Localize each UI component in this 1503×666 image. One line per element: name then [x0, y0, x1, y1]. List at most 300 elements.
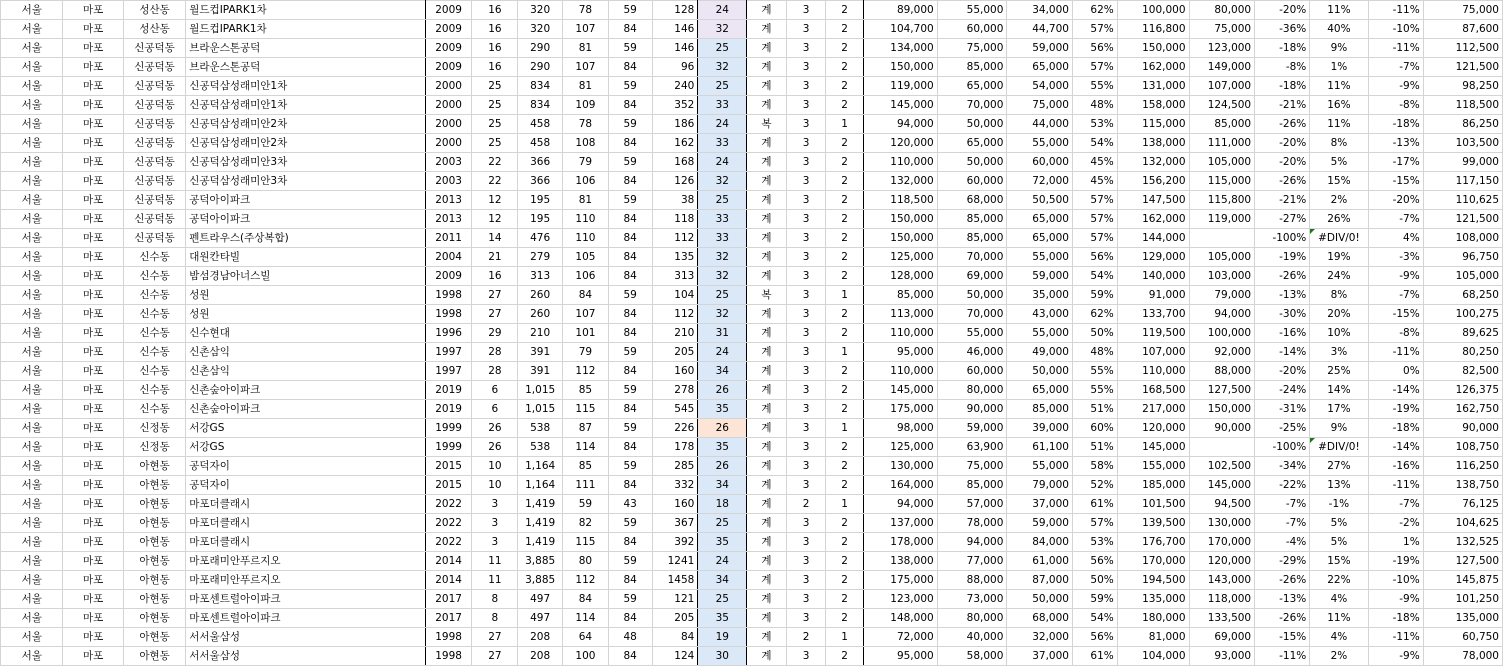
table-cell[interactable]: 아현동	[123, 533, 185, 552]
table-cell[interactable]: 2014	[425, 552, 472, 571]
table-cell[interactable]: 26	[698, 457, 747, 476]
table-cell[interactable]: 366	[518, 172, 563, 191]
table-cell[interactable]: 서울	[1, 115, 63, 134]
table-cell[interactable]: 50,000	[937, 286, 1007, 305]
table-cell[interactable]: 32	[698, 267, 747, 286]
table-cell[interactable]: 50%	[1072, 571, 1117, 590]
table-cell[interactable]: 25	[698, 39, 747, 58]
table-cell[interactable]: 2	[826, 514, 863, 533]
table-cell[interactable]: 497	[518, 609, 563, 628]
table-cell[interactable]: 56%	[1072, 628, 1117, 647]
table-cell[interactable]: 2%	[1310, 191, 1368, 210]
table-cell[interactable]: 98,000	[863, 419, 937, 438]
table-cell[interactable]: 84	[608, 20, 652, 39]
table-cell[interactable]: 2009	[425, 39, 472, 58]
table-cell[interactable]: 11%	[1310, 609, 1368, 628]
table-cell[interactable]: 46,000	[937, 343, 1007, 362]
table-cell[interactable]: 신공덕동	[123, 134, 185, 153]
table-cell[interactable]: -15%	[1255, 628, 1310, 647]
table-cell[interactable]: -15%	[1368, 172, 1423, 191]
table-cell[interactable]: 2	[826, 381, 863, 400]
table-cell[interactable]: 80	[563, 552, 609, 571]
table-cell[interactable]: 195	[518, 191, 563, 210]
table-cell[interactable]: 서강GS	[186, 438, 425, 457]
table-cell[interactable]: 서울	[1, 419, 63, 438]
table-cell[interactable]: 61%	[1072, 647, 1117, 666]
table-cell[interactable]: 14%	[1310, 381, 1368, 400]
table-cell[interactable]: 112	[563, 571, 609, 590]
table-cell[interactable]: -1%	[1310, 495, 1368, 514]
table-cell[interactable]: 48%	[1072, 343, 1117, 362]
table-cell[interactable]: 146	[652, 20, 698, 39]
table-cell[interactable]: -7%	[1368, 58, 1423, 77]
table-cell[interactable]: 137,000	[863, 514, 937, 533]
table-cell[interactable]: -10%	[1368, 571, 1423, 590]
table-cell[interactable]: 124	[652, 647, 698, 666]
table-cell[interactable]: 35,000	[1007, 286, 1073, 305]
table-cell[interactable]: 538	[518, 419, 563, 438]
table-cell[interactable]: 26	[698, 381, 747, 400]
table-cell[interactable]: 아현동	[123, 571, 185, 590]
table-cell[interactable]: 계	[747, 1, 787, 20]
table-cell[interactable]: 서울	[1, 267, 63, 286]
table-cell[interactable]: 84	[608, 134, 652, 153]
table-cell[interactable]: 12	[472, 191, 518, 210]
table-cell[interactable]: 27	[472, 286, 518, 305]
table-cell[interactable]: 25	[698, 191, 747, 210]
table-cell[interactable]: 계	[747, 324, 787, 343]
table-cell[interactable]: 마포	[63, 609, 123, 628]
table-cell[interactable]: 계	[747, 210, 787, 229]
table-cell[interactable]: 1998	[425, 286, 472, 305]
table-cell[interactable]: 60,000	[937, 362, 1007, 381]
table-cell[interactable]: 33	[698, 210, 747, 229]
table-cell[interactable]: 3	[786, 476, 826, 495]
table-cell[interactable]: 54%	[1072, 609, 1117, 628]
table-cell[interactable]: 계	[747, 590, 787, 609]
table-cell[interactable]: -26%	[1255, 267, 1310, 286]
table-cell[interactable]: 112	[652, 229, 698, 248]
table-cell[interactable]: 복	[747, 115, 787, 134]
table-cell[interactable]: 85,000	[937, 229, 1007, 248]
table-cell[interactable]: 90,000	[1423, 419, 1502, 438]
table-cell[interactable]: 25	[698, 590, 747, 609]
table-cell[interactable]: 계	[747, 514, 787, 533]
table-cell[interactable]: 85,000	[1007, 400, 1073, 419]
table-cell[interactable]: 290	[518, 39, 563, 58]
table-cell[interactable]: 80,000	[937, 381, 1007, 400]
table-cell[interactable]: 마포	[63, 39, 123, 58]
table-cell[interactable]: 164,000	[863, 476, 937, 495]
table-cell[interactable]: 서울	[1, 343, 63, 362]
table-cell[interactable]: 마포	[63, 362, 123, 381]
table-cell[interactable]: 119,000	[863, 77, 937, 96]
table-cell[interactable]: 계	[747, 191, 787, 210]
table-cell[interactable]: 392	[652, 533, 698, 552]
table-cell[interactable]: 마포	[63, 419, 123, 438]
table-cell[interactable]: 2003	[425, 153, 472, 172]
table-cell[interactable]: -9%	[1368, 647, 1423, 666]
table-cell[interactable]: 아현동	[123, 476, 185, 495]
table-cell[interactable]	[1189, 438, 1255, 457]
table-cell[interactable]: 205	[652, 343, 698, 362]
table-cell[interactable]: 마포	[63, 229, 123, 248]
table-cell[interactable]: 37,000	[1007, 495, 1073, 514]
table-cell[interactable]: 2	[826, 533, 863, 552]
table-cell[interactable]: 59	[608, 457, 652, 476]
table-cell[interactable]: 2000	[425, 134, 472, 153]
table-cell[interactable]: 마포더클래시	[186, 514, 425, 533]
table-cell[interactable]: 16	[472, 267, 518, 286]
table-cell[interactable]: -2%	[1368, 514, 1423, 533]
table-cell[interactable]: 3	[786, 58, 826, 77]
table-cell[interactable]: 101	[563, 324, 609, 343]
table-cell[interactable]: 16%	[1310, 96, 1368, 115]
table-cell[interactable]: 신수동	[123, 324, 185, 343]
table-cell[interactable]: 1	[826, 495, 863, 514]
table-cell[interactable]: 계	[747, 419, 787, 438]
table-cell[interactable]: 2	[826, 305, 863, 324]
table-cell[interactable]: 2	[826, 20, 863, 39]
table-cell[interactable]: 16	[472, 39, 518, 58]
table-cell[interactable]: 1241	[652, 552, 698, 571]
table-cell[interactable]: 신촌삼익	[186, 362, 425, 381]
table-cell[interactable]: 170,000	[1117, 552, 1189, 571]
table-cell[interactable]: 54,000	[1007, 77, 1073, 96]
table-cell[interactable]: 240	[652, 77, 698, 96]
table-cell[interactable]: 마포	[63, 20, 123, 39]
table-cell[interactable]: 10%	[1310, 324, 1368, 343]
table-cell[interactable]: 40,000	[937, 628, 1007, 647]
table-cell[interactable]: 계	[747, 20, 787, 39]
table-cell[interactable]: 마포	[63, 134, 123, 153]
table-cell[interactable]: 2019	[425, 381, 472, 400]
table-cell[interactable]: 25	[698, 514, 747, 533]
table-cell[interactable]: #DIV/0!	[1310, 229, 1368, 248]
table-cell[interactable]: 3	[786, 552, 826, 571]
table-cell[interactable]: 마포	[63, 533, 123, 552]
table-cell[interactable]: 서울	[1, 77, 63, 96]
table-cell[interactable]: 계	[747, 267, 787, 286]
table-cell[interactable]: 94,000	[863, 115, 937, 134]
table-cell[interactable]: 공덕아이파크	[186, 210, 425, 229]
table-cell[interactable]: 1	[826, 115, 863, 134]
table-cell[interactable]: 128	[652, 1, 698, 20]
table-cell[interactable]: 57%	[1072, 191, 1117, 210]
table-cell[interactable]: 118	[652, 210, 698, 229]
table-cell[interactable]: 26	[698, 419, 747, 438]
table-cell[interactable]: 2004	[425, 248, 472, 267]
table-cell[interactable]: 120,000	[863, 134, 937, 153]
table-cell[interactable]: 마포	[63, 58, 123, 77]
table-cell[interactable]: 9%	[1310, 39, 1368, 58]
table-cell[interactable]: 11	[472, 552, 518, 571]
table-cell[interactable]: -14%	[1368, 381, 1423, 400]
table-cell[interactable]: 60,000	[937, 172, 1007, 191]
table-cell[interactable]: 2	[826, 39, 863, 58]
table-cell[interactable]: -16%	[1368, 457, 1423, 476]
table-cell[interactable]: -30%	[1255, 305, 1310, 324]
table-cell[interactable]: 57%	[1072, 229, 1117, 248]
table-cell[interactable]: -25%	[1255, 419, 1310, 438]
table-cell[interactable]: 신수동	[123, 305, 185, 324]
table-cell[interactable]: 33	[698, 229, 747, 248]
table-cell[interactable]: 56%	[1072, 39, 1117, 58]
table-cell[interactable]: 57%	[1072, 58, 1117, 77]
table-cell[interactable]: 서울	[1, 514, 63, 533]
table-cell[interactable]: 2009	[425, 267, 472, 286]
table-cell[interactable]: 143,000	[1189, 571, 1255, 590]
table-cell[interactable]: 마포	[63, 495, 123, 514]
table-cell[interactable]: 28	[472, 362, 518, 381]
table-cell[interactable]: 서울	[1, 476, 63, 495]
table-cell[interactable]: 90,000	[1189, 419, 1255, 438]
table-cell[interactable]: -20%	[1255, 153, 1310, 172]
table-cell[interactable]: 2022	[425, 533, 472, 552]
table-cell[interactable]: 마포센트럴아이파크	[186, 609, 425, 628]
table-cell[interactable]: 16	[472, 1, 518, 20]
table-cell[interactable]: 82,500	[1423, 362, 1502, 381]
table-cell[interactable]: -11%	[1368, 1, 1423, 20]
table-cell[interactable]: 2015	[425, 457, 472, 476]
table-cell[interactable]: 119,500	[1117, 324, 1189, 343]
table-cell[interactable]: 140,000	[1117, 267, 1189, 286]
table-cell[interactable]: 103,000	[1189, 267, 1255, 286]
table-cell[interactable]: 8%	[1310, 134, 1368, 153]
table-cell[interactable]: 175,000	[863, 571, 937, 590]
table-cell[interactable]: 104,625	[1423, 514, 1502, 533]
table-cell[interactable]: 밤섬경남아너스빌	[186, 267, 425, 286]
table-cell[interactable]: 2	[786, 628, 826, 647]
table-cell[interactable]: 84	[608, 96, 652, 115]
table-cell[interactable]: 마포더클래시	[186, 495, 425, 514]
table-cell[interactable]: 63,900	[937, 438, 1007, 457]
table-cell[interactable]: 208	[518, 628, 563, 647]
table-cell[interactable]: 61,000	[1007, 552, 1073, 571]
table-cell[interactable]: 127,500	[1423, 552, 1502, 571]
table-cell[interactable]: 10	[472, 476, 518, 495]
table-cell[interactable]: 89,625	[1423, 324, 1502, 343]
table-cell[interactable]: 마포	[63, 191, 123, 210]
table-cell[interactable]: 260	[518, 286, 563, 305]
table-cell[interactable]: 145,875	[1423, 571, 1502, 590]
table-cell[interactable]: 130,000	[1189, 514, 1255, 533]
table-cell[interactable]: 79,000	[1007, 476, 1073, 495]
table-cell[interactable]: 145,000	[863, 96, 937, 115]
table-cell[interactable]: 34	[698, 362, 747, 381]
table-cell[interactable]: 72,000	[863, 628, 937, 647]
table-cell[interactable]: 신공덕동	[123, 191, 185, 210]
table-cell[interactable]: 78,000	[1423, 647, 1502, 666]
table-cell[interactable]: 94,000	[863, 495, 937, 514]
table-cell[interactable]: 156,200	[1117, 172, 1189, 191]
table-cell[interactable]: 마포	[63, 647, 123, 666]
table-cell[interactable]: 2019	[425, 400, 472, 419]
table-cell[interactable]: 65,000	[1007, 229, 1073, 248]
table-cell[interactable]: 2	[826, 77, 863, 96]
table-cell[interactable]: -100%	[1255, 229, 1310, 248]
table-cell[interactable]: 91,000	[1117, 286, 1189, 305]
table-cell[interactable]: 320	[518, 20, 563, 39]
table-cell[interactable]: 1997	[425, 362, 472, 381]
table-cell[interactable]: 210	[652, 324, 698, 343]
table-cell[interactable]: 5%	[1310, 153, 1368, 172]
table-cell[interactable]: 아현동	[123, 590, 185, 609]
table-cell[interactable]: 125,000	[863, 438, 937, 457]
table-cell[interactable]: -11%	[1368, 39, 1423, 58]
table-cell[interactable]: 391	[518, 362, 563, 381]
table-cell[interactable]: -7%	[1368, 495, 1423, 514]
table-cell[interactable]: 계	[747, 495, 787, 514]
table-cell[interactable]: 2	[826, 248, 863, 267]
table-cell[interactable]: 2	[826, 96, 863, 115]
table-cell[interactable]: 3	[786, 514, 826, 533]
table-cell[interactable]: 104,000	[1117, 647, 1189, 666]
table-cell[interactable]: 계	[747, 229, 787, 248]
table-cell[interactable]: 1998	[425, 305, 472, 324]
table-cell[interactable]: 176,700	[1117, 533, 1189, 552]
table-cell[interactable]: 2003	[425, 172, 472, 191]
table-cell[interactable]: 26	[472, 438, 518, 457]
table-cell[interactable]: -22%	[1255, 476, 1310, 495]
table-cell[interactable]: 138,750	[1423, 476, 1502, 495]
table-cell[interactable]: 계	[747, 400, 787, 419]
table-cell[interactable]: 11%	[1310, 115, 1368, 134]
table-cell[interactable]: 1,015	[518, 381, 563, 400]
table-cell[interactable]: 2009	[425, 20, 472, 39]
table-cell[interactable]: 48%	[1072, 96, 1117, 115]
table-cell[interactable]: 144,000	[1117, 229, 1189, 248]
table-cell[interactable]: 2009	[425, 58, 472, 77]
table-cell[interactable]: 112,500	[1423, 39, 1502, 58]
table-cell[interactable]: 1999	[425, 419, 472, 438]
table-cell[interactable]: 70,000	[937, 248, 1007, 267]
table-cell[interactable]: 96,750	[1423, 248, 1502, 267]
table-cell[interactable]: 112	[563, 362, 609, 381]
table-cell[interactable]: 110,000	[863, 324, 937, 343]
table-cell[interactable]: 32	[698, 305, 747, 324]
table-cell[interactable]: 110,000	[1117, 362, 1189, 381]
table-cell[interactable]: 2014	[425, 571, 472, 590]
table-cell[interactable]: 22	[472, 153, 518, 172]
table-cell[interactable]: 65,000	[1007, 381, 1073, 400]
table-cell[interactable]: 계	[747, 362, 787, 381]
table-cell[interactable]: 61%	[1072, 495, 1117, 514]
table-cell[interactable]: 1,419	[518, 514, 563, 533]
table-cell[interactable]: 59,000	[1007, 39, 1073, 58]
table-cell[interactable]: 53%	[1072, 115, 1117, 134]
table-cell[interactable]: 계	[747, 39, 787, 58]
table-cell[interactable]: 80,000	[1189, 1, 1255, 20]
table-cell[interactable]: 114	[563, 438, 609, 457]
table-cell[interactable]: 98,250	[1423, 77, 1502, 96]
table-cell[interactable]: 102,500	[1189, 457, 1255, 476]
table-cell[interactable]: 75,000	[1007, 96, 1073, 115]
table-cell[interactable]: 마포	[63, 115, 123, 134]
table-cell[interactable]: 2000	[425, 115, 472, 134]
table-cell[interactable]: 57%	[1072, 20, 1117, 39]
table-cell[interactable]: 132,000	[863, 172, 937, 191]
table-cell[interactable]: 계	[747, 438, 787, 457]
table-cell[interactable]: 126,375	[1423, 381, 1502, 400]
table-cell[interactable]: 서울	[1, 438, 63, 457]
table-cell[interactable]: -24%	[1255, 381, 1310, 400]
table-cell[interactable]: 44,700	[1007, 20, 1073, 39]
table-cell[interactable]: 21	[472, 248, 518, 267]
table-cell[interactable]: 123,000	[1189, 39, 1255, 58]
table-cell[interactable]: 계	[747, 381, 787, 400]
table-cell[interactable]: 85,000	[937, 58, 1007, 77]
table-cell[interactable]: 서울	[1, 495, 63, 514]
table-cell[interactable]: 145,000	[863, 381, 937, 400]
table-cell[interactable]: 3	[786, 96, 826, 115]
table-cell[interactable]: 3	[786, 609, 826, 628]
table-cell[interactable]: 25	[472, 77, 518, 96]
table-cell[interactable]: 2	[826, 457, 863, 476]
table-cell[interactable]: 2	[826, 153, 863, 172]
table-cell[interactable]: 13%	[1310, 476, 1368, 495]
table-cell[interactable]: 신공덕삼성래미안2차	[186, 115, 425, 134]
table-cell[interactable]: 2	[826, 400, 863, 419]
table-cell[interactable]: 마포	[63, 153, 123, 172]
table-cell[interactable]: 115,800	[1189, 191, 1255, 210]
table-cell[interactable]: 신공덕동	[123, 229, 185, 248]
table-cell[interactable]: 100	[563, 647, 609, 666]
table-cell[interactable]: 104	[652, 286, 698, 305]
table-cell[interactable]: 마포	[63, 248, 123, 267]
table-cell[interactable]: 3	[786, 134, 826, 153]
table-cell[interactable]: 106	[563, 172, 609, 191]
table-cell[interactable]: 107	[563, 58, 609, 77]
table-cell[interactable]: 208	[518, 647, 563, 666]
table-cell[interactable]: 160	[652, 362, 698, 381]
table-cell[interactable]: 834	[518, 77, 563, 96]
table-cell[interactable]: 160	[652, 495, 698, 514]
table-cell[interactable]: 117,150	[1423, 172, 1502, 191]
table-cell[interactable]: 마포	[63, 77, 123, 96]
table-cell[interactable]: 27%	[1310, 457, 1368, 476]
table-cell[interactable]: 217,000	[1117, 400, 1189, 419]
table-cell[interactable]: 마포더클래시	[186, 533, 425, 552]
table-cell[interactable]: -19%	[1368, 552, 1423, 571]
table-cell[interactable]: -21%	[1255, 96, 1310, 115]
table-cell[interactable]: 2	[826, 571, 863, 590]
table-cell[interactable]: 101,500	[1117, 495, 1189, 514]
table-cell[interactable]: 마포	[63, 324, 123, 343]
table-cell[interactable]: 50,500	[1007, 191, 1073, 210]
table-cell[interactable]: 3	[786, 438, 826, 457]
table-cell[interactable]: 신수동	[123, 400, 185, 419]
table-cell[interactable]: -7%	[1255, 495, 1310, 514]
table-cell[interactable]: 2	[826, 552, 863, 571]
table-cell[interactable]: 2000	[425, 96, 472, 115]
table-cell[interactable]: 3	[786, 571, 826, 590]
table-cell[interactable]: 4%	[1368, 229, 1423, 248]
table-cell[interactable]: 서울	[1, 20, 63, 39]
table-cell[interactable]: 24%	[1310, 267, 1368, 286]
table-cell[interactable]: 107	[563, 20, 609, 39]
table-cell[interactable]: 139,500	[1117, 514, 1189, 533]
table-cell[interactable]: 1,419	[518, 495, 563, 514]
table-cell[interactable]: 1458	[652, 571, 698, 590]
table-cell[interactable]: 계	[747, 552, 787, 571]
table-cell[interactable]: 50,000	[937, 153, 1007, 172]
table-cell[interactable]: 24	[698, 115, 747, 134]
table-cell[interactable]: 84	[608, 172, 652, 191]
table-cell[interactable]: 24	[698, 153, 747, 172]
table-cell[interactable]: 1998	[425, 647, 472, 666]
table-cell[interactable]: 81,000	[1117, 628, 1189, 647]
